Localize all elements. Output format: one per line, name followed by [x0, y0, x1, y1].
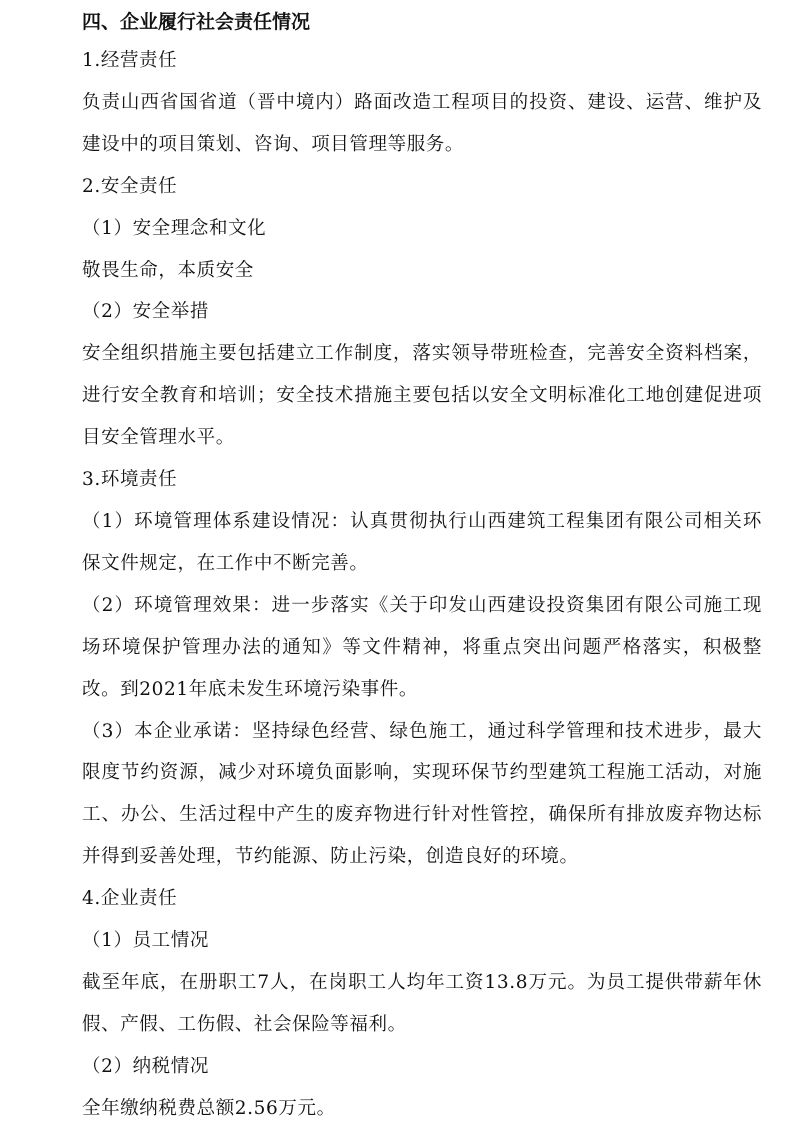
- paragraph-environment-commitment: （3）本企业承诺：坚持绿色经营、绿色施工，通过科学管理和技术进步，最大限度节约资源，减少对环境负面影响，实现环保节约型建筑工程施工活动，对施工、办公、生活过程中产生的废弃物进行针对性管控，确保所有排放废弃物达标并得到妥善处理，节约能源、防止污染，创造良好的环境。: [82, 720, 762, 868]
- paragraph-environment-effect: （2）环境管理效果：进一步落实《关于印发山西建设投资集团有限公司施工现场环境保护管理办法的通知》等文件精神，将重点突出问题严格落实，积极整改。到2021年底未发生环境污染事件。: [82, 594, 762, 700]
- item-safety-culture: （1）安全理念和文化: [82, 217, 267, 239]
- subheading-business-responsibility: 1.经营责任: [82, 50, 178, 71]
- section-title: 四、企业履行社会责任情况: [82, 11, 311, 33]
- paragraph-safety-motto: 敬畏生命，本质安全: [82, 259, 254, 281]
- item-safety-measures: （2）安全举措: [82, 301, 209, 323]
- paragraph-safety-measures: 安全组织措施主要包括建立工作制度，落实领导带班检查，完善安全资料档案，进行安全教育和培训；安全技术措施主要包括以安全文明标准化工地创建促进项目安全管理水平。: [82, 343, 762, 449]
- item-tax-status: （2）纳税情况: [82, 1055, 209, 1077]
- document-page: [82, 4, 762, 1130]
- subheading-safety-responsibility: 2.安全责任: [82, 175, 178, 197]
- subheading-enterprise-responsibility: 4.企业责任: [82, 888, 178, 910]
- paragraph-tax-status: 全年缴纳税费总额2.56万元。: [82, 1097, 336, 1119]
- paragraph-environment-system: （1）环境管理体系建设情况：认真贯彻执行山西建筑工程集团有限公司相关环保文件规定，在工作中不断完善。: [82, 510, 762, 574]
- paragraph-business-scope: 负责山西省国省道（晋中境内）路面改造工程项目的投资、建设、运营、维护及建设中的项目策划、咨询、项目管理等服务。: [82, 91, 762, 155]
- paragraph-employee-status: 截至年底，在册职工7人，在岗职工人均年工资13.8万元。为员工提供带薪年休假、产假、工伤假、社会保险等福利。: [82, 971, 762, 1035]
- subheading-environment-responsibility: 3.环境责任: [82, 469, 178, 491]
- item-employee-status: （1）员工情况: [82, 930, 209, 952]
